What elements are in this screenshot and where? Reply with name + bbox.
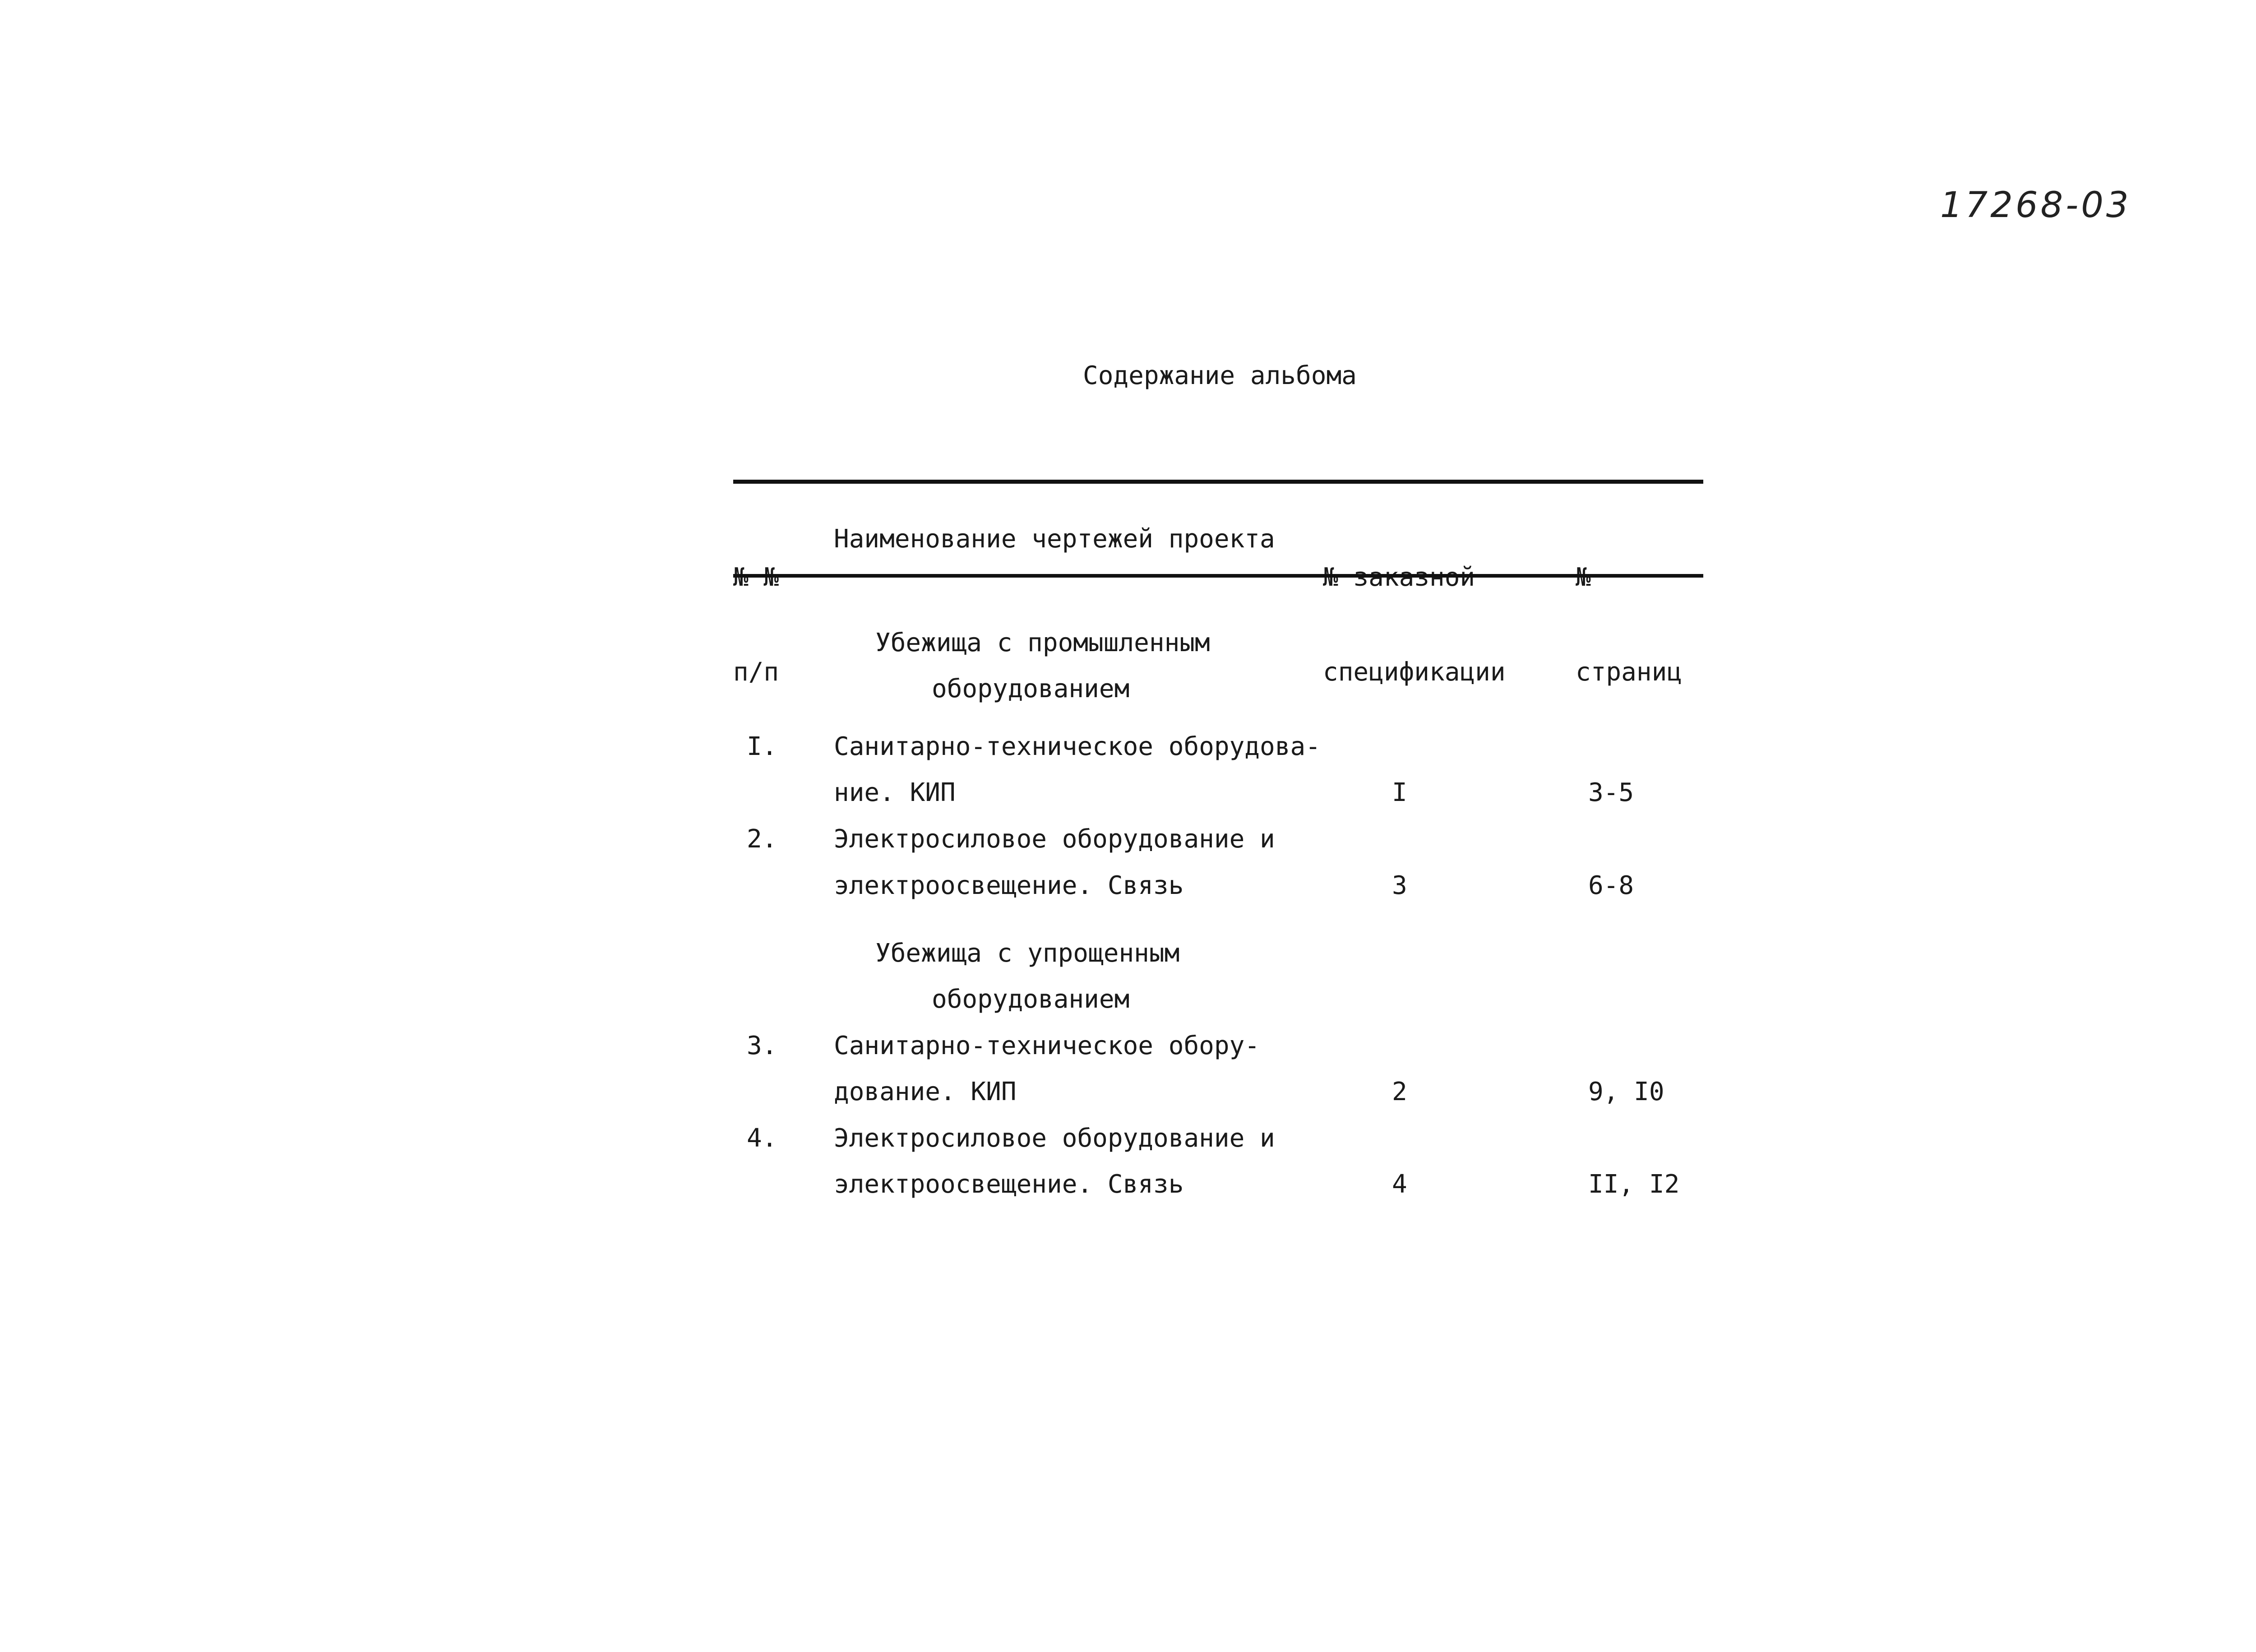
header-spec-column — [1323, 499, 1506, 751]
table-top-rule — [733, 480, 1703, 484]
header-pages-line1 — [1576, 562, 1682, 593]
row-spec-number: 3 — [1392, 871, 1407, 900]
section-heading: Убежища с промышленным — [875, 628, 1210, 657]
row-pages: 6-8 — [1588, 871, 1634, 900]
row-name: Электросиловое оборудование и — [834, 1124, 1275, 1153]
section-heading-continued: оборудованием — [932, 985, 1130, 1014]
row-name-continued: дование. КИП — [834, 1077, 1017, 1106]
header-number-column — [733, 499, 796, 751]
row-name-continued: электроосвещение. Связь — [834, 871, 1184, 900]
row-pages: 9, I0 — [1588, 1077, 1664, 1106]
row-number: I. — [747, 732, 777, 761]
table-header-rule — [733, 574, 1703, 578]
header-spec-line2: спецификации — [1323, 657, 1506, 687]
section-heading: Убежища с упрощенным — [875, 939, 1180, 968]
header-pages-line2: страниц — [1576, 657, 1683, 687]
header-number-line2: п/п — [733, 657, 779, 687]
row-name: Санитарно-техническое оборудова- — [834, 732, 1321, 761]
page-title: Содержание альбома — [1083, 361, 1357, 390]
header-number-line1 — [733, 562, 796, 593]
row-name: Санитарно-техническое обору- — [834, 1031, 1260, 1060]
row-spec-number: 4 — [1392, 1170, 1407, 1199]
header-pages-column — [1576, 499, 1682, 751]
header-name-column: Наименование чертежей проекта — [834, 524, 1275, 554]
row-pages: II, I2 — [1588, 1170, 1680, 1199]
row-number: 3. — [747, 1031, 777, 1060]
section-heading-continued: оборудованием — [932, 674, 1130, 703]
row-spec-number: I — [1392, 778, 1407, 807]
row-spec-number: 2 — [1392, 1077, 1407, 1106]
document-number: 17268-03 — [1940, 185, 2131, 226]
row-pages: 3-5 — [1588, 778, 1634, 807]
row-name-continued: электроосвещение. Связь — [834, 1170, 1184, 1199]
row-number: 2. — [747, 824, 777, 854]
row-number: 4. — [747, 1124, 777, 1153]
header-spec-line1 — [1323, 562, 1506, 593]
row-name: Электросиловое оборудование и — [834, 824, 1275, 854]
row-name-continued: ние. КИП — [834, 778, 956, 807]
